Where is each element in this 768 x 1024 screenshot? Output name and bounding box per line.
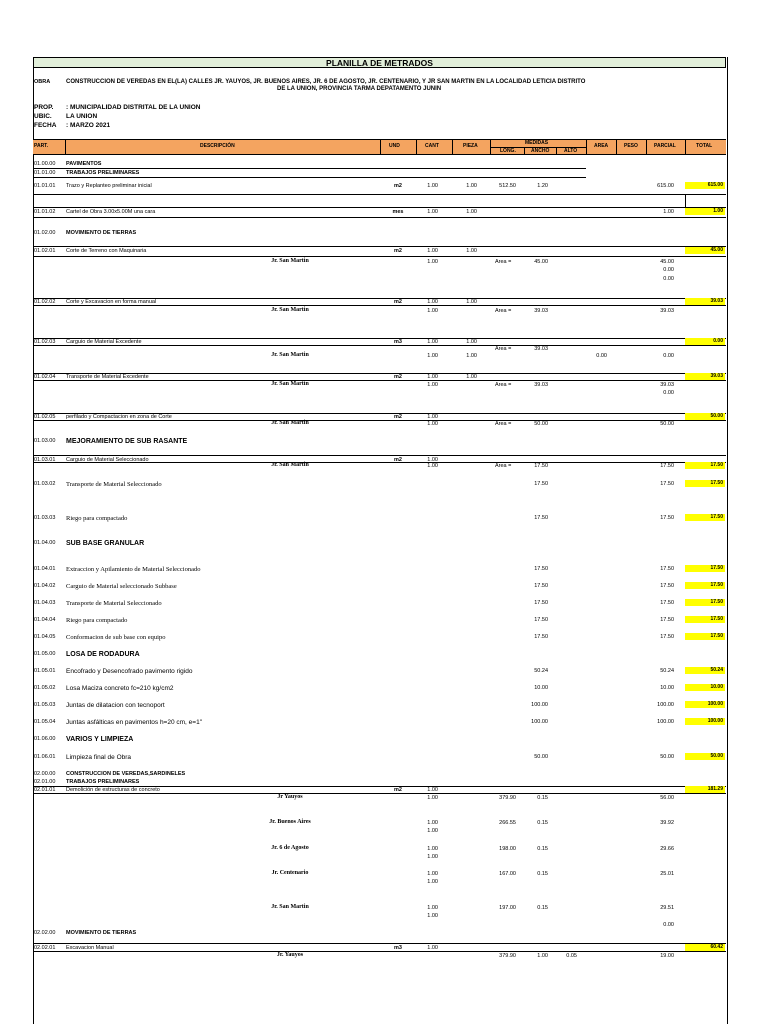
cell-und: m2 (394, 374, 402, 380)
cell-cant: 1.00 (427, 879, 438, 885)
cell-desc: Limpieza final de Obra (66, 754, 132, 761)
cell-part: 02.00.00 (34, 771, 56, 777)
cell-cant: 1.00 (427, 945, 438, 951)
cell-ancho: 100.00 (531, 702, 548, 708)
cell-desc: Carguio de Material Seleccionado (66, 457, 149, 463)
col-peso: PESO (624, 143, 638, 149)
hdr-divider (586, 139, 587, 155)
col-parcial: PARCIAL (654, 143, 676, 149)
cell-parcial: 615.00 (657, 183, 674, 189)
row-rule (33, 256, 726, 257)
cell-cant: 1.00 (427, 905, 438, 911)
cell-desc: MEJORAMIENTO DE SUB RASANTE (66, 438, 188, 445)
row-rule (33, 177, 586, 178)
cell-desc: Riego para compactado (66, 617, 128, 624)
total-cell: 39.03 (685, 298, 725, 305)
street-label: Jr. San Martin (271, 420, 309, 426)
cell-parcial: 29.66 (660, 846, 674, 852)
total-cell: 17.50 (685, 480, 725, 487)
hdr-divider (646, 139, 647, 155)
cell-part: 01.05.04 (34, 719, 56, 725)
cell-desc: Excavacion Manual (66, 945, 114, 951)
cell-parcial: 19.00 (660, 953, 674, 959)
cell-desc: Corte y Excavacion en forma manual (66, 299, 157, 305)
cell-part: 02.01.00 (34, 779, 56, 785)
cell-desc: VARIOS Y LIMPIEZA (66, 736, 134, 743)
cell-parcial: 17.50 (660, 463, 674, 469)
total-cell: 17.50 (685, 599, 725, 606)
total-cell: 17.50 (685, 633, 725, 640)
street-label: Jr. San Martin (271, 352, 309, 358)
cell-desc: Transporte de Material Excedente (66, 374, 149, 380)
cell-desc: TRABAJOS PRELIMINARES (66, 170, 140, 176)
cell-part: 02.01.01 (34, 787, 56, 793)
cell-cant: 1.00 (427, 795, 438, 801)
row-rule (33, 246, 726, 247)
street-label: Jr. Centenario (271, 870, 309, 876)
col-area: AREA (594, 143, 609, 149)
cell-ancho: 39.03 (534, 346, 548, 352)
cell-parcial: 25.01 (660, 871, 674, 877)
street-label: Jr. Buenos Aires (269, 819, 311, 825)
street-label: Jr. Yauyos (276, 952, 304, 958)
cell-desc: perfilado y Compactacion en zona de Corte (66, 414, 172, 420)
prop-value: : MUNICIPALIDAD DISTRITAL DE LA UNION (66, 104, 201, 111)
cell-desc: Losa Maciza concreto fc=210 kg/cm2 (66, 685, 174, 692)
cell-ancho: 17.50 (534, 634, 548, 640)
col-long: LONG. (500, 148, 516, 154)
cell-pieza: 1.00 (466, 353, 477, 359)
total-cell: 39.03 (685, 373, 725, 380)
cell-part: 01.03.03 (34, 515, 56, 521)
col-part: PART. (34, 143, 49, 149)
row-rule (33, 217, 726, 218)
cell-parcial: 39.92 (660, 820, 674, 826)
total-cell: 17.50 (685, 616, 725, 623)
cell-long: 198.00 (499, 846, 516, 852)
cell-area-lbl: Area = (495, 259, 512, 265)
cell-und: m2 (394, 183, 402, 189)
cell-parcial: 50.00 (660, 421, 674, 427)
cell-ancho: 17.50 (534, 463, 548, 469)
cell-cant: 1.00 (427, 374, 438, 380)
cell-parcial: 0.00 (663, 922, 674, 928)
cell-ancho: 1.00 (537, 953, 548, 959)
cell-part: 01.04.02 (34, 583, 56, 589)
cell-ancho: 17.50 (534, 617, 548, 623)
hdr-divider (65, 139, 66, 155)
cell-ancho: 17.50 (534, 600, 548, 606)
cell-desc: Carguio de Material Excedente (66, 339, 142, 345)
total-cell: 0.00 (685, 338, 725, 345)
cell-part: 01.06.00 (34, 736, 56, 742)
street-label: Jr. San Martin (271, 381, 309, 387)
cell-parcial: 17.50 (660, 515, 674, 521)
cell-ancho: 1.20 (537, 183, 548, 189)
total-cell: 17.50 (685, 514, 725, 521)
cell-desc: MOVIMIENTO DE TIERRAS (66, 930, 137, 936)
cell-parcial: 56.00 (660, 795, 674, 801)
cell-long: 167.00 (499, 871, 516, 877)
col-total: TOTAL (696, 143, 713, 149)
row-rule (33, 194, 726, 195)
cell-und: mes (392, 209, 404, 215)
cell-part: 01.02.04 (34, 374, 56, 380)
cell-desc: Juntas de dilatacion con tecnoport (66, 702, 165, 709)
cell-cant: 1.00 (427, 308, 438, 314)
cell-parcial: 45.00 (660, 259, 674, 265)
cell-parcial: 1.00 (663, 209, 674, 215)
cell-desc: Transporte de Material Seleccionado (66, 600, 162, 607)
total-cell: 100.00 (685, 718, 725, 725)
hdr-divider (616, 139, 617, 155)
cell-parcial: 50.00 (660, 754, 674, 760)
cell-part: 01.05.03 (34, 702, 56, 708)
cell-parcial: 50.24 (660, 668, 674, 674)
cell-parcial: 17.50 (660, 634, 674, 640)
cell-desc: Encofrado y Desencofrado pavimento rigido (66, 668, 193, 675)
cell-cant: 1.00 (427, 382, 438, 388)
cell-cant: 1.00 (427, 913, 438, 919)
cell-part: 01.02.05 (34, 414, 56, 420)
cell-parcial: 0.00 (663, 390, 674, 396)
cell-area-lbl: Area = (495, 308, 512, 314)
col-und: UND (389, 143, 400, 149)
fecha-label: FECHA (34, 122, 57, 129)
row-rule (33, 168, 586, 169)
total-cell: 181.29 (685, 786, 725, 793)
hdr-divider (380, 139, 381, 155)
cell-cant: 1.00 (427, 259, 438, 265)
cell-cant: 1.00 (427, 209, 438, 215)
obra-label: OBRA (34, 79, 51, 85)
cell-part: 01.00.00 (34, 161, 56, 167)
cell-desc: Juntas asfálticas en pavimentos h=20 cm, e=1" (66, 719, 202, 726)
col-cant: CANT (425, 143, 439, 149)
cell-parcial: 10.00 (660, 685, 674, 691)
cell-part: 01.02.02 (34, 299, 56, 305)
cell-area-lbl: Area = (495, 346, 512, 352)
cell-ancho: 10.00 (534, 685, 548, 691)
cell-pieza: 1.00 (466, 183, 477, 189)
cell-cant: 1.00 (427, 787, 438, 793)
row-rule (33, 943, 726, 944)
cell-ancho: 0.15 (537, 846, 548, 852)
cell-cant: 1.00 (427, 183, 438, 189)
ubic-label: UBIC. (34, 113, 52, 120)
cell-cant: 1.00 (427, 463, 438, 469)
cell-parcial: 0.00 (663, 267, 674, 273)
total-cell: 17.50 (685, 462, 725, 469)
cell-ancho: 50.00 (534, 421, 548, 427)
total-cell: 45.00 (685, 247, 725, 254)
prop-label: PROP. (34, 104, 54, 111)
cell-desc: TRABAJOS PRELIMINARES (66, 779, 140, 785)
cell-part: 01.04.05 (34, 634, 56, 640)
total-cell: 100.00 (685, 701, 725, 708)
cell-part: 01.03.00 (34, 438, 56, 444)
street-label: Jr. San Martin (271, 258, 309, 264)
cell-desc: Carguio de Material seleccionado Subbase (66, 583, 177, 590)
hdr-divider (556, 147, 557, 155)
cell-ancho: 0.15 (537, 820, 548, 826)
col-alto: ALTO (564, 148, 578, 154)
cell-desc: PAVIMENTOS (66, 161, 102, 167)
cell-area-lbl: Area = (495, 421, 512, 427)
cell-desc: Demolición de estructuras de concreto (66, 787, 160, 793)
cell-part: 01.05.01 (34, 668, 56, 674)
total-cell: 1.00 (685, 208, 725, 215)
cell-part: 01.02.00 (34, 230, 56, 236)
cell-area-lbl: Area = (495, 382, 512, 388)
cell-desc: Riego para compactado (66, 515, 128, 522)
cell-long: 512.50 (499, 183, 516, 189)
cell-parcial: 100.00 (657, 702, 674, 708)
cell-part: 01.01.02 (34, 209, 56, 215)
cell-parcial: 39.03 (660, 308, 674, 314)
col-pieza: PIEZA (463, 143, 478, 149)
cell-part: 01.06.01 (34, 754, 56, 760)
hdr-divider (524, 147, 525, 155)
hdr-divider (452, 139, 453, 155)
cell-parcial: 39.03 (660, 382, 674, 388)
cell-ancho: 17.50 (534, 566, 548, 572)
cell-ancho: 0.15 (537, 795, 548, 801)
street-label: Jr. San Martin (271, 904, 309, 910)
col-descripcion: DESCRIPCIÓN (200, 143, 235, 149)
cell-ancho: 50.00 (534, 754, 548, 760)
cell-pieza: 1.00 (466, 248, 477, 254)
cell-ancho: 45.00 (534, 259, 548, 265)
total-cell: 50.00 (685, 413, 725, 420)
cell-und: m3 (394, 339, 402, 345)
cell-part: 02.02.00 (34, 930, 56, 936)
cell-parcial: 100.00 (657, 719, 674, 725)
cell-ancho: 17.50 (534, 481, 548, 487)
cell-pieza: 1.00 (466, 209, 477, 215)
cell-part: 01.04.00 (34, 540, 56, 546)
cell-cant: 1.00 (427, 353, 438, 359)
cell-cant: 1.00 (427, 854, 438, 860)
cell-desc: LOSA DE RODADURA (66, 651, 140, 658)
cell-part: 01.02.01 (34, 248, 56, 254)
cell-cant: 1.00 (427, 871, 438, 877)
cell-cant: 1.00 (427, 299, 438, 305)
cell-parcial: 0.00 (663, 276, 674, 282)
cell-cant: 1.00 (427, 248, 438, 254)
cell-part: 01.04.03 (34, 600, 56, 606)
cell-cant: 1.00 (427, 828, 438, 834)
hdr-subdivider (490, 147, 586, 148)
cell-pieza: 1.00 (466, 374, 477, 380)
cell-ancho: 39.03 (534, 308, 548, 314)
col-medidas: MEDIDAS (525, 140, 549, 146)
street-label: Jr. San Martin (271, 462, 309, 468)
hdr-divider (416, 139, 417, 155)
cell-parcial: 17.50 (660, 481, 674, 487)
cell-desc: Cartel de Obra 3.00x5.00M una cara (66, 209, 156, 215)
cell-cant: 1.00 (427, 339, 438, 345)
cell-long: 379.90 (499, 795, 516, 801)
cell-part: 01.03.01 (34, 457, 56, 463)
cell-part: 01.05.02 (34, 685, 56, 691)
cell-ancho: 0.15 (537, 871, 548, 877)
cell-parcial: 17.50 (660, 583, 674, 589)
row-rule (33, 207, 726, 208)
cell-desc: Extraccion y Apilamiento de Material Seleccionado (66, 566, 201, 573)
cell-ancho: 0.15 (537, 905, 548, 911)
ubic-value: LA UNION (66, 113, 98, 120)
total-cell: 615.00 (685, 182, 725, 189)
cell-part: 01.02.03 (34, 339, 56, 345)
cell-long: 266.55 (499, 820, 516, 826)
total-cell: 50.00 (685, 753, 725, 760)
cell-parcial: 17.50 (660, 600, 674, 606)
cell-part: 02.02.01 (34, 945, 56, 951)
cell-part: 01.04.04 (34, 617, 56, 623)
cell-cant: 1.00 (427, 421, 438, 427)
cell-long: 379.90 (499, 953, 516, 959)
cell-und: m2 (394, 457, 402, 463)
cell-desc: Transporte de Material Seleccionado (66, 481, 162, 488)
cell-cant: 1.00 (427, 457, 438, 463)
street-label: Jr. San Martin (271, 307, 309, 313)
cell-part: 01.01.00 (34, 170, 56, 176)
cell-desc: Trazo y Replanteo preliminar inicial (66, 183, 152, 189)
fecha-value: : MARZO 2021 (66, 122, 111, 129)
street-label: Jr. 6 de Agosto (271, 845, 309, 851)
total-cell: 10.00 (685, 684, 725, 691)
cell-alto: 0.05 (566, 953, 577, 959)
cell-part: 01.03.02 (34, 481, 56, 487)
cell-parcial: 17.50 (660, 566, 674, 572)
cell-pieza: 1.00 (466, 299, 477, 305)
cell-cant: 1.00 (427, 846, 438, 852)
cell-cant: 1.00 (427, 414, 438, 420)
cell-und: m2 (394, 414, 402, 420)
cell-divider (685, 194, 686, 207)
total-cell: 17.50 (685, 582, 725, 589)
cell-und: m2 (394, 248, 402, 254)
cell-desc: MOVIMIENTO DE TIERRAS (66, 230, 137, 236)
total-cell: 60.42 (685, 944, 725, 951)
row-rule (33, 455, 726, 456)
obra-line1: CONSTRUCCION DE VEREDAS EN EL(LA) CALLES JR. YAUYOS, JR. BUENOS AIRES, JR. 6 DE AGOSTO, JR. CENTENARIO, Y JR SAN MARTIN EN LA LOCALIDAD LETICIA DISTRITO (66, 79, 586, 85)
cell-ancho: 100.00 (531, 719, 548, 725)
col-ancho: ANCHO (531, 148, 550, 154)
cell-parcial: 29.51 (660, 905, 674, 911)
cell-long: 197.00 (499, 905, 516, 911)
total-cell: 50.24 (685, 667, 725, 674)
cell-ancho: 17.50 (534, 583, 548, 589)
cell-part: 01.05.00 (34, 651, 56, 657)
cell-part: 01.04.01 (34, 566, 56, 572)
cell-parcial: 17.50 (660, 617, 674, 623)
cell-area: 0.00 (596, 353, 607, 359)
cell-und: m3 (394, 945, 402, 951)
cell-ancho: 39.03 (534, 382, 548, 388)
cell-part: 01.01.01 (34, 183, 56, 189)
cell-area-lbl: Area = (495, 463, 512, 469)
cell-ancho: 50.24 (534, 668, 548, 674)
cell-parcial: 0.00 (663, 353, 674, 359)
street-label: Jr Yauyos (277, 794, 303, 800)
cell-desc: Conformacion de sub base con equipo (66, 634, 166, 641)
cell-cant: 1.00 (427, 820, 438, 826)
page-title: PLANILLA DE METRADOS (33, 57, 726, 68)
cell-und: m2 (394, 787, 402, 793)
hdr-divider (685, 139, 686, 155)
cell-desc: CONSTRUCCION DE VEREDAS,SARDINELES (66, 771, 186, 777)
cell-ancho: 17.50 (534, 515, 548, 521)
cell-pieza: 1.00 (466, 339, 477, 345)
obra-line2: DE LA UNION, PROVINCIA TARMA DEPATAMENTO JUNIN (277, 86, 442, 92)
cell-desc: SUB BASE GRANULAR (66, 540, 145, 547)
cell-und: m2 (394, 299, 402, 305)
cell-desc: Corte de Terreno con Maquinaria (66, 248, 147, 254)
total-cell: 17.50 (685, 565, 725, 572)
